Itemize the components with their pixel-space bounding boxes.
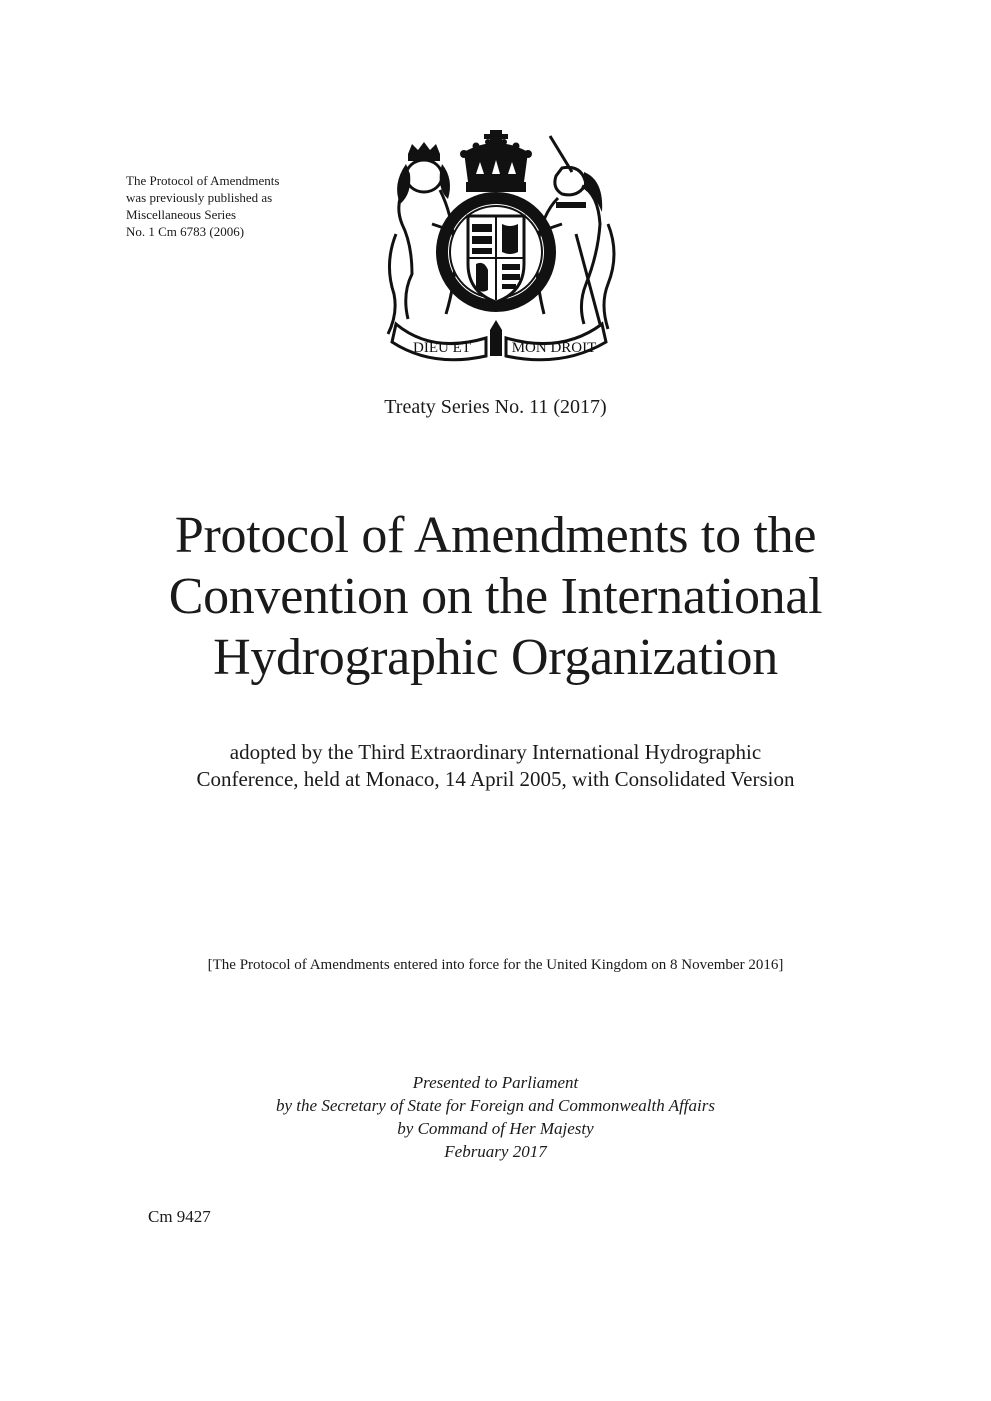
command-paper-number: Cm 9427: [148, 1207, 211, 1226]
document-subtitle-line: adopted by the Third Extraordinary International Hydrographic: [229, 740, 762, 764]
publication-note-line: The Protocol of Amendments: [126, 173, 280, 188]
svg-text:DIEU ET: DIEU ET: [413, 340, 471, 356]
document-subtitle: [0, 739, 991, 793]
publication-note: [126, 172, 356, 240]
document-title-line: Convention on the International: [168, 568, 823, 625]
presentation-line: Presented to Parliament: [412, 1073, 579, 1092]
presentation-date: February 2017: [444, 1142, 547, 1161]
publication-note-line: was previously published as: [126, 190, 273, 205]
document-title-line: Protocol of Amendments to the: [174, 507, 817, 564]
royal-coat-of-arms-icon: [372, 124, 622, 364]
treaty-series-number: Treaty Series No. 11 (2017): [384, 396, 607, 418]
publication-note-line: No. 1 Cm 6783 (2006): [126, 224, 245, 239]
document-title-line: Hydrographic Organization: [213, 629, 778, 686]
document-title: [0, 505, 991, 688]
entry-into-force-note: [The Protocol of Amendments entered into force for the United Kingdom on 8 November 2016]: [207, 957, 784, 973]
publication-note-line: Miscellaneous Series: [126, 207, 237, 222]
presentation-line: by the Secretary of State for Foreign and Commonwealth Affairs: [276, 1096, 715, 1115]
presentation-line: by Command of Her Majesty: [397, 1119, 594, 1138]
document-subtitle-line: Conference, held at Monaco, 14 April 2005, with Consolidated Version: [196, 767, 795, 791]
svg-text:MON DROIT: MON DROIT: [511, 340, 597, 356]
presentation-statement: [0, 1071, 991, 1163]
